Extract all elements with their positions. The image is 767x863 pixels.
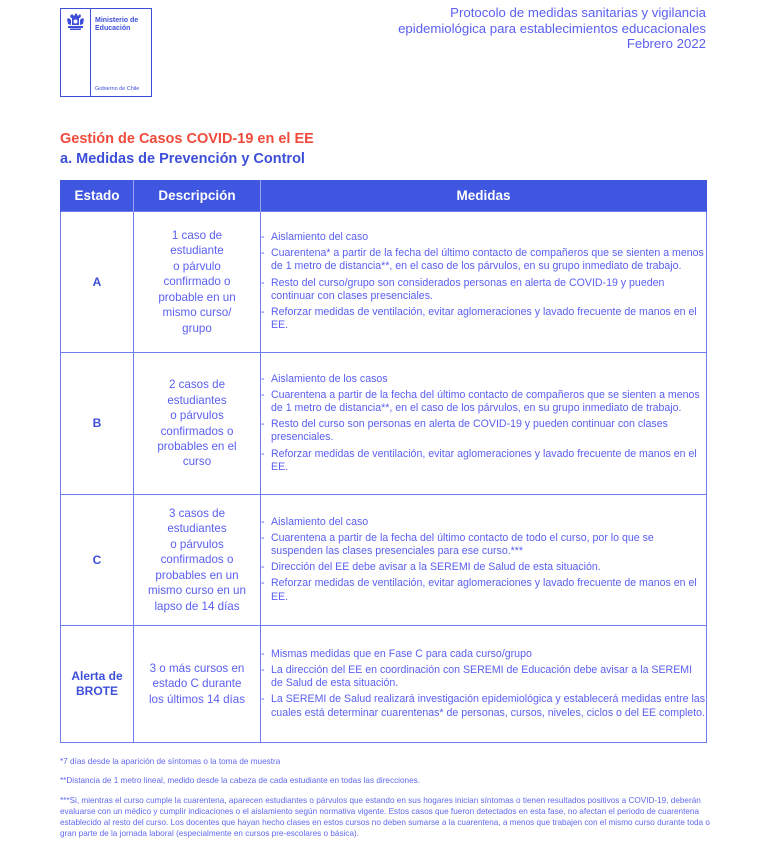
document-date: Febrero 2022: [626, 36, 706, 51]
ministry-logo: [60, 8, 152, 97]
description-line: 3 o más cursos en: [149, 661, 245, 675]
description-line: los últimos 14 días: [148, 692, 246, 706]
description-line: mismo curso en un: [148, 584, 246, 598]
estado-cell: [61, 212, 134, 353]
measure-item: - Reforzar medidas de ventilación, evitar aglomeraciones y lavado frecuente de manos en el EE.: [261, 306, 706, 332]
measure-item: - Reforzar medidas de ventilación, evitar aglomeraciones y lavado frecuente de manos en el EE.: [261, 448, 706, 474]
description-line: estudiantes: [167, 393, 227, 407]
description-line: lapso de 14 días: [154, 599, 240, 613]
measure-item: - Mismas medidas que en Fase C para cada curso/grupo: [261, 648, 706, 661]
header-medidas: Medidas: [261, 180, 707, 212]
description-line: 3 casos de: [168, 507, 226, 521]
description-line: probable en un: [158, 290, 236, 304]
description-line: 2 casos de: [168, 378, 226, 392]
estado-label: B: [92, 416, 102, 430]
description-line: mismo curso/: [162, 306, 232, 320]
description-line: o párvulos: [170, 537, 224, 551]
measures-list: [261, 231, 706, 332]
measure-item: - Cuarentena a partir de la fecha del último contacto de todo el curso, por lo que se suspenden las clases presenciales para ese curso.***: [261, 532, 706, 558]
section-subtitle: a. Medidas de Prevención y Control: [60, 151, 305, 167]
measures-cell: [261, 212, 707, 353]
description-cell: [134, 212, 261, 353]
estado-cell: [61, 626, 134, 743]
description-line: confirmados o: [160, 553, 234, 567]
ministry-name: [95, 17, 138, 33]
description-line: probables en un: [155, 568, 239, 582]
header-estado: Estado: [61, 180, 134, 212]
estado-label: C: [92, 552, 102, 567]
measure-item: - Dirección del EE debe avisar a la SEREMI de Salud de esta situación.: [261, 561, 706, 574]
estado-cell: [61, 495, 134, 626]
measure-item: - Aislamiento del caso: [261, 516, 706, 529]
measure-item: - La SEREMI de Salud realizará investigación epidemiológica y establecerá medidas entre las cuales está determinar cuarentenas* de personas, cursos, niveles, ciclos o del EE completo.: [261, 693, 706, 719]
description-line: estado C durante: [152, 677, 242, 691]
description-line: curso: [182, 455, 212, 469]
ministry-name-line2: Educación: [95, 25, 131, 32]
measure-item: - La dirección del EE en coordinación con SEREMI de Educación debe avisar a la SEREMI de Salud de esta situación.: [261, 664, 706, 690]
measures-list: [261, 373, 706, 474]
footnotes: [60, 756, 712, 848]
description-line: estudiantes: [167, 522, 227, 536]
footnote-1: *7 días desde la aparición de síntomas o la toma de muestra: [60, 757, 281, 766]
measures-cell: [261, 626, 707, 743]
header-descripcion: Descripción: [134, 180, 261, 212]
measures-cell: [261, 353, 707, 495]
table-row: [61, 495, 707, 626]
measures-list: [261, 516, 706, 604]
description-cell: [134, 626, 261, 743]
measure-item: - Resto del curso/grupo son considerados personas en alerta de COVID-19 y pueden continuar con clases presenciales.: [261, 277, 706, 303]
measures-cell: [261, 495, 707, 626]
measure-item: - Reforzar medidas de ventilación, evitar aglomeraciones y lavado frecuente de manos en el EE.: [261, 577, 706, 603]
estado-label: Alerta de: [71, 669, 123, 683]
table-header-row: [61, 180, 707, 212]
footnote-2: **Distancia de 1 metro lineal, medido desde la cabeza de cada estudiante en todas las direcciones.: [60, 776, 421, 786]
section-title: Gestión de Casos COVID-19 en el EE: [60, 131, 314, 147]
estado-label-line2: BROTE: [76, 684, 118, 698]
table-row: [61, 212, 707, 353]
measure-item: - Resto del curso son personas en alerta de COVID-19 y pueden continuar con clases presenciales.: [261, 418, 706, 444]
description-line: confirmados o: [160, 424, 234, 438]
description-cell: [134, 353, 261, 495]
measure-item: - Cuarentena* a partir de la fecha del último contacto de compañeros que se sienten a menos de 1 metro de distancia**, en el caso de los párvulos, en su grupo inmediato de trabajo.: [261, 247, 706, 273]
document-title-line1: Protocolo de medidas sanitarias y vigilancia: [450, 5, 706, 20]
description-line: confirmado o: [163, 275, 231, 289]
description-line: o párvulos: [170, 409, 224, 423]
ministry-name-line1: Ministerio de: [95, 17, 139, 24]
description-line: 1 caso de: [171, 229, 223, 243]
description-line: grupo: [182, 321, 212, 335]
description-line: estudiante: [170, 244, 224, 258]
description-cell: [134, 495, 261, 626]
table-row: [61, 626, 707, 743]
document-title-line2: epidemiológica para establecimientos educacionales: [398, 20, 706, 36]
document-header: [398, 5, 706, 52]
measure-item: - Aislamiento del caso: [261, 231, 706, 244]
description-line: o párvulo: [173, 259, 221, 273]
chile-coat-of-arms-icon: [66, 13, 85, 31]
table-row: [61, 353, 707, 495]
crest-panel: [61, 9, 91, 96]
measure-item: - Cuarentena a partir de la fecha del último contacto de compañeros que se sienten a menos de 1 metro de distancia**, en el caso de los párvulos, en su grupo inmediato de trabajo.: [261, 389, 706, 415]
measures-table: [60, 180, 707, 743]
footnote-3: ***Si, mientras el curso cumple la cuarentena, aparecen estudiantes o párvulos que estando en sus hogares inician síntomas o tienen resultados positivos a COVID-19, deberán evaluarse con un médico y cumplir indicaciones o el aislamiento según normativa vigente. Estos casos que fueron detectados en esta fase, no afectan el periodo de cuarentena establecido al resto del curso. Los docentes que hayan hecho clases en estos cursos no deben sumarse a la cuarentena, a menos que trabajen con el mismo curso durante toda o gran parte de la jornada laboral (especialmente en cursos pre-escolares o básica).: [60, 795, 710, 839]
measure-item: - Aislamiento de los casos: [261, 373, 706, 386]
measures-list: [261, 648, 706, 720]
estado-cell: [61, 353, 134, 495]
government-label: Gobierno de Chile: [95, 86, 140, 92]
description-line: probables en el: [157, 439, 237, 453]
estado-label: A: [92, 274, 102, 289]
